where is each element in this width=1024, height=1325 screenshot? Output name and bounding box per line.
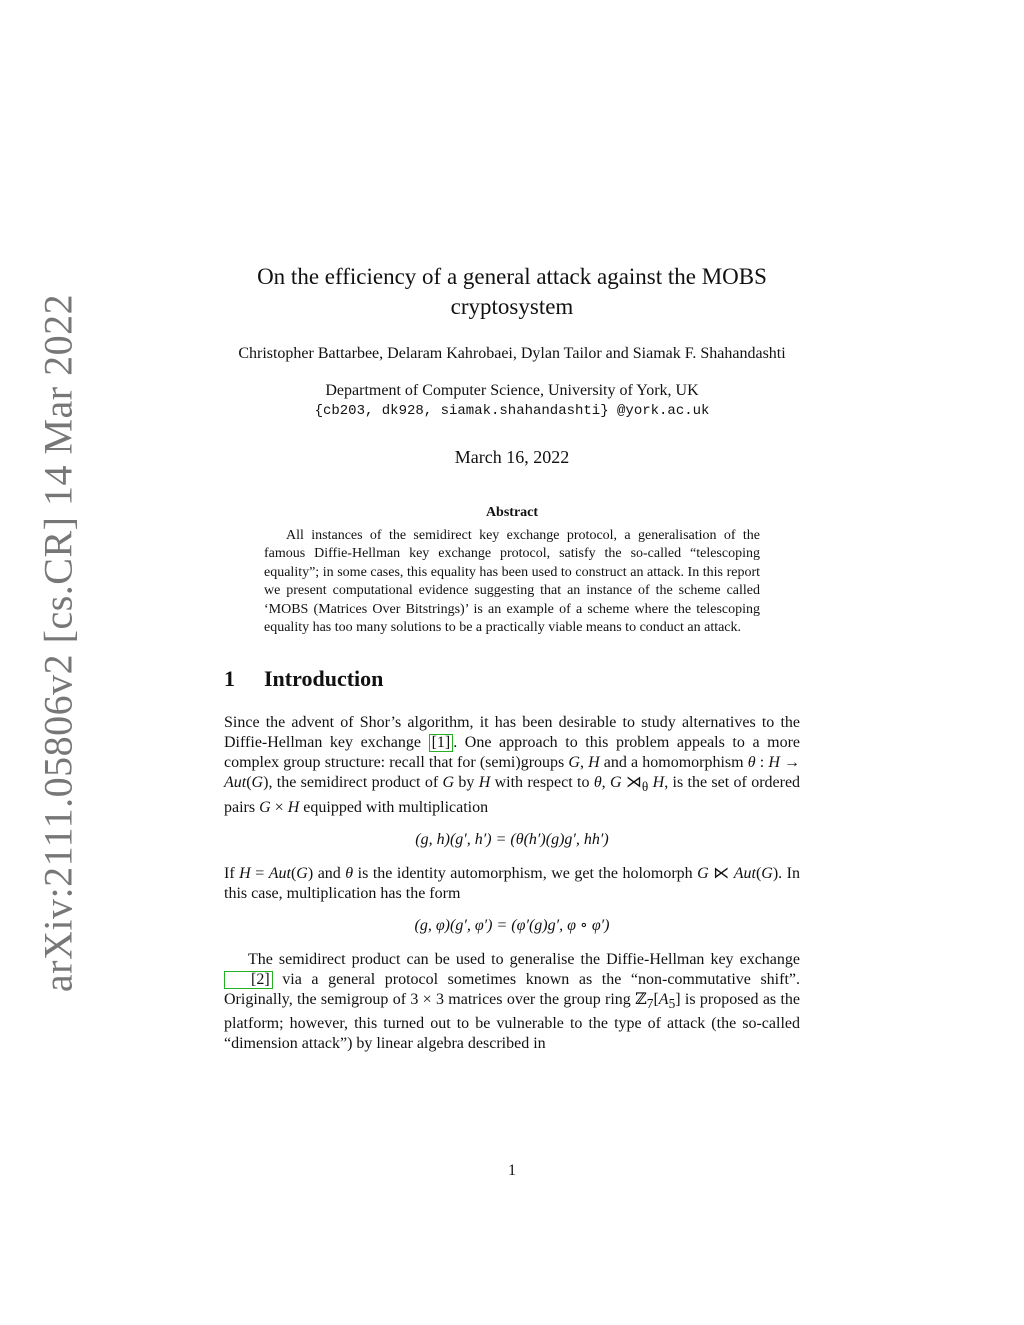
intro-paragraph-3: The semidirect product can be used to generalise the Diffie-Hellman key exchange [2] via a general protocol sometimes known as the “non-commutative shift”. Originally, the semigroup of 3 × 3 matrices over the group ring $ℤ_7[A_5]$ is proposed as the platform; however, this turned out to be vulnerable to the type of attack (the so-called “dimension attack”) by linear algebra described in [224,950,801,1052]
section-number: 1 [224,666,235,692]
citation-link[interactable]: [2] [224,971,273,989]
abstract-heading: Abstract [485,505,539,520]
paper-page [224,262,800,1054]
section-title: Introduction [264,666,384,692]
author-list: Christopher Battarbee, Delaram Kahrobaei, Dylan Tailor and Siamak F. Shahandashti [238,345,786,362]
abstract-text: All instances of the semidirect key exchange protocol, a generalisation of the famous Diffie-Hellman key exchange protocol, satisfy the so-called “telescoping equality”; in some cases, this equality has been used to construct an attack. In this report we present computational evidence suggesting that an instance of the scheme called ‘MOBS (Matrices Over Bitstrings)’ is an example of a scheme where the telescoping equality has too many solutions to be a practically viable means to conduct an attack. [264,528,760,636]
equation-1: (g, h)(g′, h′) = (θ(h′)(g)g′, hh′) [415,830,609,848]
paper-title: On the efficiency of a general attack against the MOBS cryptosystem [257,264,767,319]
affiliation: Department of Computer Science, University of York, UK [325,382,699,399]
intro-paragraph-1: Since the advent of Shor’s algorithm, it has been desirable to study alternatives to the Diffie-Hellman key exchange [1] . One approach to this problem appeals to a more complex group structure: recall that for (semi)groups G, H and a homomorphism θ : H → Aut(G), the semidirect product of G by H with respect to θ, G $⋊_\theta$ H, is the set of ordered pairs G × H equipped with multiplication [224,714,801,816]
citation-link[interactable]: [1] [429,734,454,752]
section-heading [224,665,800,693]
affiliation-block [224,381,800,421]
equation-2: (g, φ)(g′, φ′) = (φ′(g)g′, φ ∘ φ′) [414,916,610,934]
page-number: 1 [508,1162,516,1179]
intro-paragraph-2: If H = Aut(G) and θ is the identity automorphism, we get the holomorph G ⋉ Aut(G). In this case, multiplication has the form [224,864,800,902]
author-emails[interactable]: {cb203, dk928, siamak.shahandashti} @york.ac.uk [314,403,710,419]
arxiv-identifier: arXiv:2111.05806v2 [cs.CR] 14 Mar 2022 [35,293,81,993]
paper-date: March 16, 2022 [454,447,570,467]
